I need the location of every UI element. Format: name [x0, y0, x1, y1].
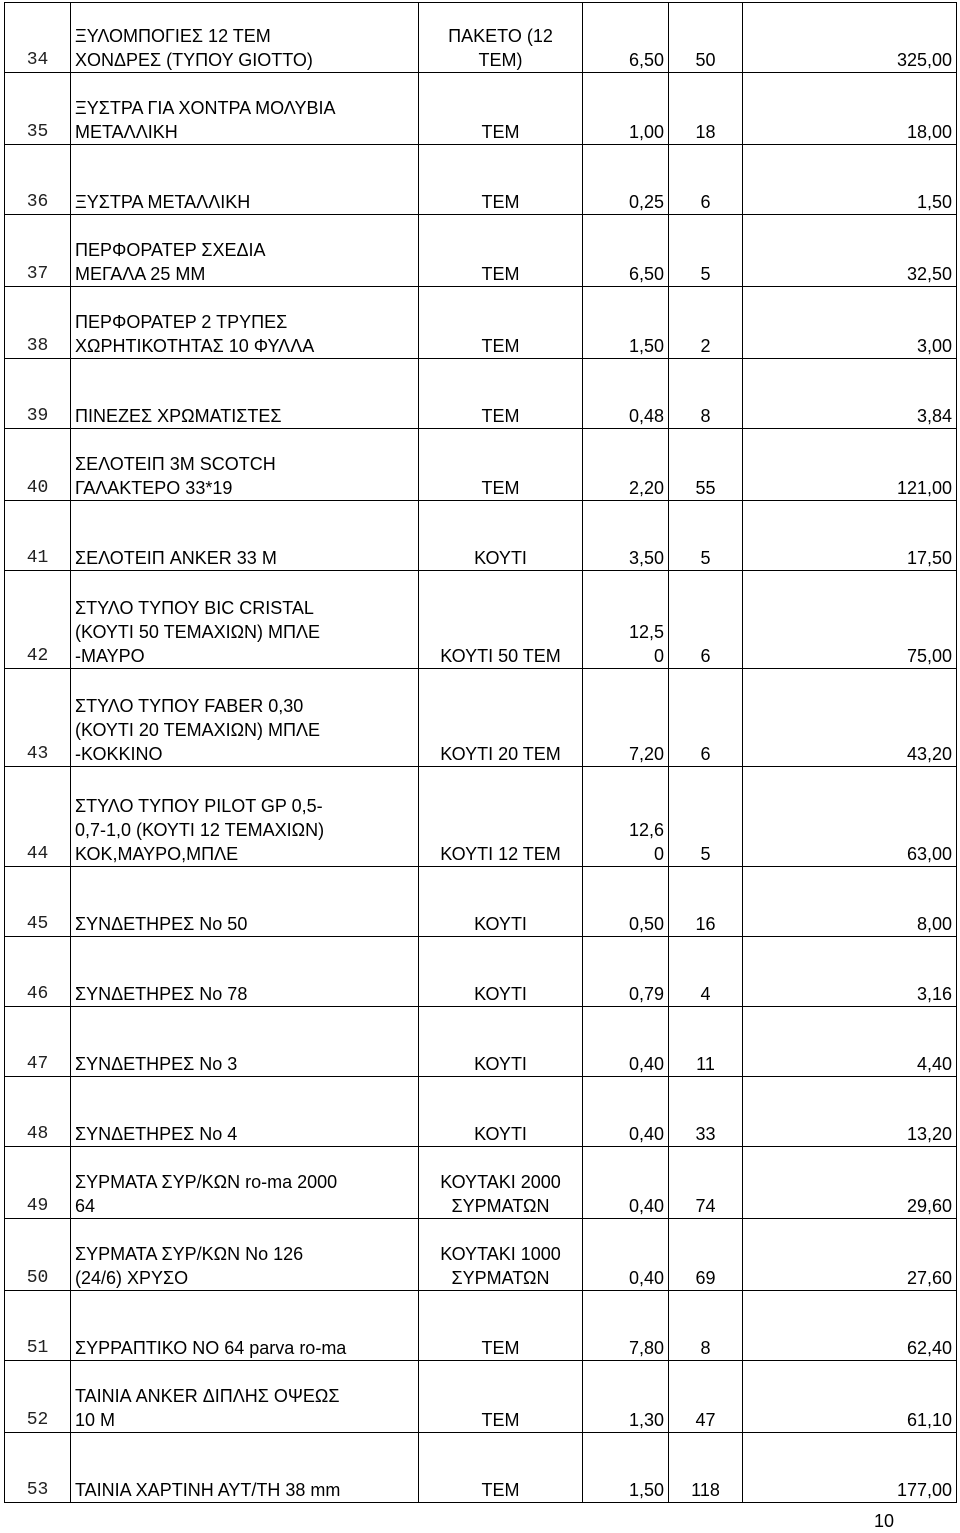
item-quantity: 6	[669, 145, 743, 215]
item-unit-price: 0,40	[583, 1007, 669, 1077]
item-unit: ΤΕΜ	[419, 215, 583, 287]
item-number: 48	[5, 1077, 71, 1147]
item-total: 177,00	[743, 1433, 957, 1503]
item-unit: ΚΟΥΤΙ	[419, 501, 583, 571]
table-row	[5, 669, 957, 767]
table-row	[5, 937, 957, 1007]
table-row	[5, 1007, 957, 1077]
item-unit: ΤΕΜ	[419, 1291, 583, 1361]
item-unit: ΚΟΥΤΙ 20 ΤΕΜ	[419, 669, 583, 767]
item-unit: ΠΑΚΕΤΟ (12 ΤΕΜ)	[419, 3, 583, 73]
item-quantity: 5	[669, 501, 743, 571]
item-number: 36	[5, 145, 71, 215]
table-row	[5, 767, 957, 867]
item-total: 3,16	[743, 937, 957, 1007]
table-row	[5, 359, 957, 429]
item-unit: ΚΟΥΤΑΚΙ 2000 ΣΥΡΜΑΤΩΝ	[419, 1147, 583, 1219]
item-quantity: 4	[669, 937, 743, 1007]
table-row	[5, 1433, 957, 1503]
item-number: 43	[5, 669, 71, 767]
item-total: 62,40	[743, 1291, 957, 1361]
item-total: 29,60	[743, 1147, 957, 1219]
table-row	[5, 1147, 957, 1219]
item-unit-price: 0,25	[583, 145, 669, 215]
item-unit-price: 7,80	[583, 1291, 669, 1361]
item-unit: ΚΟΥΤΑΚΙ 1000 ΣΥΡΜΑΤΩΝ	[419, 1219, 583, 1291]
item-total: 8,00	[743, 867, 957, 937]
item-unit: ΚΟΥΤΙ 50 ΤΕΜ	[419, 571, 583, 669]
item-quantity: 11	[669, 1007, 743, 1077]
item-quantity: 2	[669, 287, 743, 359]
page-number: 10	[874, 1511, 895, 1531]
item-unit-price: 6,50	[583, 3, 669, 73]
item-total: 27,60	[743, 1219, 957, 1291]
item-description: ΣΕΛΟΤΕΙΠ 3M SCOTCH ΓΑΛΑΚΤΕΡΟ 33*19	[71, 429, 419, 501]
item-total: 43,20	[743, 669, 957, 767]
item-total: 3,00	[743, 287, 957, 359]
item-unit-price: 1,50	[583, 287, 669, 359]
item-quantity: 33	[669, 1077, 743, 1147]
item-total: 4,40	[743, 1007, 957, 1077]
table-row	[5, 73, 957, 145]
item-total: 75,00	[743, 571, 957, 669]
item-total: 121,00	[743, 429, 957, 501]
table-row	[5, 867, 957, 937]
item-quantity: 16	[669, 867, 743, 937]
item-description: ΣΥΝΔΕΤΗΡΕΣ Νο 4	[71, 1077, 419, 1147]
item-number: 38	[5, 287, 71, 359]
table-row	[5, 3, 957, 73]
table-row	[5, 287, 957, 359]
table-row	[5, 571, 957, 669]
item-quantity: 6	[669, 571, 743, 669]
table-row	[5, 1291, 957, 1361]
table-row	[5, 501, 957, 571]
item-number: 47	[5, 1007, 71, 1077]
item-number: 41	[5, 501, 71, 571]
item-unit-price: 0,48	[583, 359, 669, 429]
item-description: ΠΕΡΦΟΡΑΤΕΡ 2 ΤΡΥΠΕΣ ΧΩΡΗΤΙΚΟΤΗΤΑΣ 10 ΦΥΛΛΑ	[71, 287, 419, 359]
item-unit: ΤΕΜ	[419, 359, 583, 429]
item-description: ΞΥΛΟΜΠΟΓΙΕΣ 12 ΤΕΜ ΧΟΝΔΡΕΣ (ΤΥΠΟΥ GIOTTO)	[71, 3, 419, 73]
item-quantity: 50	[669, 3, 743, 73]
item-unit-price: 6,50	[583, 215, 669, 287]
item-quantity: 6	[669, 669, 743, 767]
item-total: 17,50	[743, 501, 957, 571]
item-unit-price: 2,20	[583, 429, 669, 501]
item-number: 53	[5, 1433, 71, 1503]
item-number: 35	[5, 73, 71, 145]
item-quantity: 118	[669, 1433, 743, 1503]
item-quantity: 69	[669, 1219, 743, 1291]
item-unit: ΚΟΥΤΙ 12 ΤΕΜ	[419, 767, 583, 867]
item-description: ΤΑΙΝΙΑ ΧΑΡΤΙΝΗ ΑΥΤ/ΤΗ 38 mm	[71, 1433, 419, 1503]
item-unit: ΤΕΜ	[419, 73, 583, 145]
item-description: ΣΤΥΛΟ ΤΥΠΟΥ PILOT GP 0,5- 0,7-1,0 (ΚΟΥΤΙ 12 ΤΕΜΑΧΙΩΝ) ΚΟΚ,ΜΑΥΡΟ,ΜΠΛΕ	[71, 767, 419, 867]
item-description: ΣΥΡΜΑΤΑ ΣΥΡ/ΚΩΝ Νο 126 (24/6) ΧΡΥΣΟ	[71, 1219, 419, 1291]
item-total: 32,50	[743, 215, 957, 287]
item-number: 37	[5, 215, 71, 287]
item-description: ΣΥΝΔΕΤΗΡΕΣ Νο 50	[71, 867, 419, 937]
table-row	[5, 215, 957, 287]
item-description: ΣΥΝΔΕΤΗΡΕΣ Νο 3	[71, 1007, 419, 1077]
item-description: ΣΤΥΛΟ ΤΥΠΟΥ BIC CRISTAL (ΚΟΥΤΙ 50 ΤΕΜΑΧΙΩΝ) ΜΠΛΕ -ΜΑΥΡΟ	[71, 571, 419, 669]
item-total: 63,00	[743, 767, 957, 867]
item-quantity: 8	[669, 1291, 743, 1361]
item-description: ΣΕΛΟΤΕΙΠ ANKER 33 Μ	[71, 501, 419, 571]
item-quantity: 55	[669, 429, 743, 501]
item-quantity: 8	[669, 359, 743, 429]
item-number: 52	[5, 1361, 71, 1433]
item-unit: ΚΟΥΤΙ	[419, 1007, 583, 1077]
item-unit: ΤΕΜ	[419, 287, 583, 359]
item-number: 40	[5, 429, 71, 501]
items-table	[4, 2, 957, 1503]
item-number: 49	[5, 1147, 71, 1219]
item-total: 13,20	[743, 1077, 957, 1147]
item-unit: ΤΕΜ	[419, 1361, 583, 1433]
item-unit: ΚΟΥΤΙ	[419, 1077, 583, 1147]
item-unit-price: 12,6 0	[583, 767, 669, 867]
item-unit-price: 0,40	[583, 1077, 669, 1147]
table-row	[5, 1219, 957, 1291]
item-quantity: 74	[669, 1147, 743, 1219]
table-row	[5, 1077, 957, 1147]
item-unit: ΚΟΥΤΙ	[419, 867, 583, 937]
item-description: ΠΙΝΕΖΕΣ ΧΡΩΜΑΤΙΣΤΕΣ	[71, 359, 419, 429]
item-unit-price: 12,5 0	[583, 571, 669, 669]
table-row	[5, 145, 957, 215]
item-description: ΞΥΣΤΡΑ ΓΙΑ ΧΟΝΤΡΑ ΜΟΛΥΒΙΑ ΜΕΤΑΛΛΙΚΗ	[71, 73, 419, 145]
item-quantity: 5	[669, 767, 743, 867]
item-number: 42	[5, 571, 71, 669]
item-number: 39	[5, 359, 71, 429]
item-unit-price: 0,79	[583, 937, 669, 1007]
item-unit-price: 1,00	[583, 73, 669, 145]
item-unit-price: 7,20	[583, 669, 669, 767]
item-quantity: 5	[669, 215, 743, 287]
item-unit: ΤΕΜ	[419, 1433, 583, 1503]
item-description: ΞΥΣΤΡΑ ΜΕΤΑΛΛΙΚΗ	[71, 145, 419, 215]
item-unit: ΤΕΜ	[419, 145, 583, 215]
item-quantity: 47	[669, 1361, 743, 1433]
item-number: 46	[5, 937, 71, 1007]
item-unit-price: 1,30	[583, 1361, 669, 1433]
item-description: ΤΑΙΝΙΑ ANKER ΔΙΠΛΗΣ ΟΨΕΩΣ 10 Μ	[71, 1361, 419, 1433]
item-description: ΣΤΥΛΟ ΤΥΠΟΥ FABER 0,30 (ΚΟΥΤΙ 20 ΤΕΜΑΧΙΩΝ) ΜΠΛΕ -ΚΟΚΚΙΝΟ	[71, 669, 419, 767]
item-number: 44	[5, 767, 71, 867]
item-unit: ΚΟΥΤΙ	[419, 937, 583, 1007]
item-unit-price: 1,50	[583, 1433, 669, 1503]
item-unit-price: 0,40	[583, 1147, 669, 1219]
item-description: ΣΥΡΡΑΠΤΙΚΟ ΝΟ 64 parva ro-ma	[71, 1291, 419, 1361]
item-quantity: 18	[669, 73, 743, 145]
item-unit: ΤΕΜ	[419, 429, 583, 501]
item-description: ΣΥΡΜΑΤΑ ΣΥΡ/ΚΩΝ ro-ma 2000 64	[71, 1147, 419, 1219]
item-number: 45	[5, 867, 71, 937]
item-total: 61,10	[743, 1361, 957, 1433]
item-unit-price: 0,50	[583, 867, 669, 937]
item-number: 34	[5, 3, 71, 73]
item-description: ΣΥΝΔΕΤΗΡΕΣ Νο 78	[71, 937, 419, 1007]
item-unit-price: 3,50	[583, 501, 669, 571]
items-table-body	[5, 3, 957, 1503]
table-row	[5, 1361, 957, 1433]
item-total: 18,00	[743, 73, 957, 145]
item-unit-price: 0,40	[583, 1219, 669, 1291]
item-total: 1,50	[743, 145, 957, 215]
item-number: 51	[5, 1291, 71, 1361]
table-row	[5, 429, 957, 501]
item-total: 3,84	[743, 359, 957, 429]
item-number: 50	[5, 1219, 71, 1291]
item-total: 325,00	[743, 3, 957, 73]
item-description: ΠΕΡΦΟΡΑΤΕΡ ΣΧΕΔΙΑ ΜΕΓΑΛΑ 25 ΜΜ	[71, 215, 419, 287]
